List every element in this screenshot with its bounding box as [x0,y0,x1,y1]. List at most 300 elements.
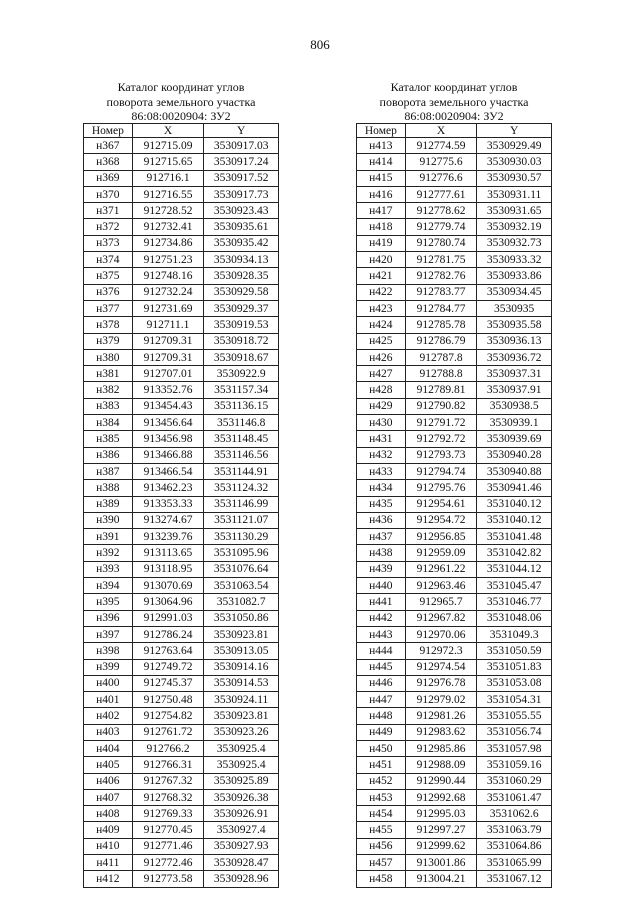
cell-y: 3531055.55 [477,708,552,724]
cell-y: 3531146.8 [204,415,279,431]
cell-number: н457 [357,855,406,871]
cell-number: н429 [357,398,406,414]
cell-y: 3531064.86 [477,838,552,854]
cell-x: 912771.46 [132,838,204,854]
cell-y: 3530931.11 [477,186,552,202]
cell-y: 3531054.31 [477,692,552,708]
table-row [357,773,552,789]
cell-y: 3531136.15 [204,398,279,414]
cell-y: 3531040.12 [477,512,552,528]
table-row [357,822,552,838]
table-row [84,561,279,577]
cell-x: 912770.45 [132,822,204,838]
cell-x: 912786.79 [405,333,477,349]
cell-x: 912954.72 [405,512,477,528]
header-x: X [405,124,477,138]
cell-x: 912776.6 [405,170,477,186]
catalog-left [83,80,279,888]
catalog-caption [83,80,279,123]
cell-number: н412 [84,871,133,887]
cell-number: н411 [84,855,133,871]
cell-number: н448 [357,708,406,724]
cell-y: 3530925.4 [204,757,279,773]
table-row [84,333,279,349]
table-row [357,398,552,414]
table-header-row [357,124,552,138]
cell-y: 3530918.72 [204,333,279,349]
catalog-right [356,80,552,888]
cell-y: 3531121.07 [204,512,279,528]
cell-number: н368 [84,154,133,170]
cell-y: 3531041.48 [477,529,552,545]
cell-number: н397 [84,626,133,642]
table-row [357,170,552,186]
header-number: Номер [84,124,133,138]
cell-number: н416 [357,186,406,202]
table-row [84,724,279,740]
catalog-caption [356,80,552,123]
table-row [84,871,279,887]
table-row [84,545,279,561]
cell-number: н386 [84,447,133,463]
cell-number: н389 [84,496,133,512]
cell-number: н414 [357,154,406,170]
cell-number: н447 [357,692,406,708]
cell-x: 912787.8 [405,349,477,365]
table-row [84,138,279,154]
table-row [84,855,279,871]
cell-x: 912709.31 [132,333,204,349]
cell-y: 3530925.89 [204,773,279,789]
cell-y: 3530933.32 [477,252,552,268]
cell-y: 3531045.47 [477,578,552,594]
cell-number: н441 [357,594,406,610]
cell-number: н410 [84,838,133,854]
cell-number: н428 [357,382,406,398]
table-row [84,773,279,789]
table-row [84,235,279,251]
cell-number: н385 [84,431,133,447]
cell-y: 3530932.19 [477,219,552,235]
cell-number: н420 [357,252,406,268]
cell-y: 3531146.99 [204,496,279,512]
cell-y: 3530930.03 [477,154,552,170]
cell-y: 3530917.03 [204,138,279,154]
table-row [357,871,552,887]
cell-x: 912715.09 [132,138,204,154]
cell-x: 912970.06 [405,626,477,642]
table-row [357,806,552,822]
table-row [84,415,279,431]
cell-number: н418 [357,219,406,235]
cell-x: 912992.68 [405,789,477,805]
cell-x: 912788.8 [405,366,477,382]
cell-x: 912792.72 [405,431,477,447]
cell-y: 3530929.37 [204,300,279,316]
cell-number: н388 [84,480,133,496]
cell-number: н387 [84,463,133,479]
table-row [357,138,552,154]
cell-x: 912707.01 [132,366,204,382]
cell-x: 912785.78 [405,317,477,333]
cell-x: 912981.26 [405,708,477,724]
cell-number: н396 [84,610,133,626]
table-row [84,594,279,610]
cell-y: 3530925.4 [204,740,279,756]
cell-y: 3530936.72 [477,349,552,365]
cell-y: 3531148.45 [204,431,279,447]
table-row [357,382,552,398]
table-row [357,626,552,642]
cell-y: 3530939.69 [477,431,552,447]
table-row [357,789,552,805]
cell-x: 912967.82 [405,610,477,626]
cell-x: 912979.02 [405,692,477,708]
caption-line-2: поворота земельного участка [379,94,529,109]
table-row [84,431,279,447]
cell-number: н370 [84,186,133,202]
cell-y: 3531095.96 [204,545,279,561]
cell-x: 912965.7 [405,594,477,610]
cell-y: 3530914.16 [204,659,279,675]
cell-number: н408 [84,806,133,822]
cell-number: н401 [84,692,133,708]
table-row [84,398,279,414]
cell-number: н409 [84,822,133,838]
table-row [84,643,279,659]
cell-number: н423 [357,300,406,316]
cell-number: н433 [357,463,406,479]
cell-number: н453 [357,789,406,805]
table-row [357,512,552,528]
cell-number: н443 [357,626,406,642]
table-row [84,349,279,365]
table-row [357,268,552,284]
cell-y: 3530933.86 [477,268,552,284]
table-row [357,724,552,740]
cell-x: 912769.33 [132,806,204,822]
cell-x: 912956.85 [405,529,477,545]
cell-y: 3531056.74 [477,724,552,740]
table-row [84,300,279,316]
cell-number: н442 [357,610,406,626]
cell-x: 913113.65 [132,545,204,561]
cell-x: 912767.32 [132,773,204,789]
caption-line-2: поворота земельного участка [106,94,256,109]
cell-number: н406 [84,773,133,789]
cell-x: 912734.86 [132,235,204,251]
header-x: X [132,124,204,138]
cell-number: н432 [357,447,406,463]
cell-y: 3531144.91 [204,463,279,479]
cell-x: 912732.24 [132,284,204,300]
table-row [357,675,552,691]
cell-number: н375 [84,268,133,284]
cell-y: 3531053.08 [477,675,552,691]
table-row [357,154,552,170]
cell-number: н369 [84,170,133,186]
table-row [84,268,279,284]
cell-x: 913274.67 [132,512,204,528]
table-row [84,382,279,398]
table-row [84,822,279,838]
cell-number: н373 [84,235,133,251]
cell-y: 3530917.24 [204,154,279,170]
table-row [357,545,552,561]
cell-y: 3530935.61 [204,219,279,235]
table-row [84,740,279,756]
cell-number: н390 [84,512,133,528]
cell-number: н372 [84,219,133,235]
table-row [84,170,279,186]
table-row [84,366,279,382]
table-row [357,659,552,675]
cell-x: 912999.62 [405,838,477,854]
cell-x: 912959.09 [405,545,477,561]
cell-number: н444 [357,643,406,659]
table-row [357,317,552,333]
table-row [84,626,279,642]
cell-number: н391 [84,529,133,545]
table-row [357,415,552,431]
cell-x: 913001.86 [405,855,477,871]
cell-x: 913454.43 [132,398,204,414]
cell-y: 3531065.99 [477,855,552,871]
cell-x: 912731.69 [132,300,204,316]
table-row [357,349,552,365]
cell-number: н439 [357,561,406,577]
cell-x: 912772.46 [132,855,204,871]
cell-y: 3530922.9 [204,366,279,382]
table-row [357,463,552,479]
cell-number: н402 [84,708,133,724]
cell-y: 3531060.29 [477,773,552,789]
table-row [84,186,279,202]
cell-number: н431 [357,431,406,447]
cell-x: 912711.1 [132,317,204,333]
cell-number: н393 [84,561,133,577]
cell-x: 912995.03 [405,806,477,822]
cell-y: 3531130.29 [204,529,279,545]
cell-x: 912961.22 [405,561,477,577]
table-row [84,447,279,463]
table-row [357,757,552,773]
cell-y: 3531076.64 [204,561,279,577]
cell-number: н405 [84,757,133,773]
cell-number: н399 [84,659,133,675]
cell-y: 3530923.26 [204,724,279,740]
cell-x: 913466.88 [132,447,204,463]
cell-x: 912778.62 [405,203,477,219]
cell-number: н437 [357,529,406,545]
cell-number: н427 [357,366,406,382]
cell-number: н403 [84,724,133,740]
caption-line-1: Каталог координат углов [117,80,245,94]
cell-x: 912763.64 [132,643,204,659]
cell-x: 912774.59 [405,138,477,154]
cell-y: 3530936.13 [477,333,552,349]
table-row [84,284,279,300]
cell-number: н445 [357,659,406,675]
cell-y: 3531044.12 [477,561,552,577]
table-row [84,708,279,724]
cell-x: 912716.55 [132,186,204,202]
table-row [84,496,279,512]
table-row [357,235,552,251]
cell-number: н394 [84,578,133,594]
cell-y: 3531046.77 [477,594,552,610]
table-row [84,317,279,333]
cell-number: н413 [357,138,406,154]
table-row [357,708,552,724]
cell-number: н458 [357,871,406,887]
table-row [84,675,279,691]
cell-x: 912974.54 [405,659,477,675]
table-row [357,219,552,235]
table-row [84,578,279,594]
cell-x: 912779.74 [405,219,477,235]
cell-x: 912728.52 [132,203,204,219]
cell-x: 913239.76 [132,529,204,545]
cell-number: н407 [84,789,133,805]
table-row [357,300,552,316]
table-row [357,431,552,447]
cell-x: 912709.31 [132,349,204,365]
cell-number: н374 [84,252,133,268]
table-row [357,366,552,382]
table-row [357,333,552,349]
cell-y: 3530924.11 [204,692,279,708]
cell-x: 913064.96 [132,594,204,610]
cell-x: 912775.6 [405,154,477,170]
cell-y: 3530923.81 [204,626,279,642]
cell-y: 3530939.1 [477,415,552,431]
cell-y: 3530928.35 [204,268,279,284]
cell-x: 912732.41 [132,219,204,235]
cell-x: 912954.61 [405,496,477,512]
table-row [357,252,552,268]
cell-y: 3530935.42 [204,235,279,251]
cell-y: 3530940.88 [477,463,552,479]
table-row [357,838,552,854]
cell-x: 912751.23 [132,252,204,268]
cell-x: 912784.77 [405,300,477,316]
cell-y: 3531042.82 [477,545,552,561]
cell-y: 3530927.93 [204,838,279,854]
cell-number: н415 [357,170,406,186]
cell-x: 912748.16 [132,268,204,284]
cell-x: 912795.76 [405,480,477,496]
cell-y: 3530923.81 [204,708,279,724]
cell-y: 3531061.47 [477,789,552,805]
table-row [84,757,279,773]
cell-y: 3530929.49 [477,138,552,154]
cell-y: 3530914.53 [204,675,279,691]
table-row [84,252,279,268]
cell-y: 3530934.45 [477,284,552,300]
cell-x: 912988.09 [405,757,477,773]
cell-number: н421 [357,268,406,284]
table-row [84,838,279,854]
cell-number: н446 [357,675,406,691]
table-row [84,692,279,708]
cell-y: 3530929.58 [204,284,279,300]
cell-y: 3530935 [477,300,552,316]
cell-x: 913118.95 [132,561,204,577]
cell-y: 3530937.31 [477,366,552,382]
table-row [357,447,552,463]
cell-y: 3531063.79 [477,822,552,838]
header-number: Номер [357,124,406,138]
caption-line-3: 86:08:0020904: ЗУ2 [404,109,504,123]
cell-number: н424 [357,317,406,333]
cell-number: н381 [84,366,133,382]
cell-number: н382 [84,382,133,398]
cell-number: н434 [357,480,406,496]
cell-number: н378 [84,317,133,333]
cell-y: 3531059.16 [477,757,552,773]
table-row [84,203,279,219]
cell-number: н450 [357,740,406,756]
cell-y: 3531062.6 [477,806,552,822]
cell-x: 913070.69 [132,578,204,594]
table-row [84,463,279,479]
cell-x: 912750.48 [132,692,204,708]
cell-y: 3530935.58 [477,317,552,333]
cell-number: н377 [84,300,133,316]
cell-x: 912773.58 [132,871,204,887]
table-row [84,480,279,496]
cell-number: н436 [357,512,406,528]
table-row [357,480,552,496]
cell-number: н395 [84,594,133,610]
cell-number: н400 [84,675,133,691]
cell-y: 3530926.91 [204,806,279,822]
cell-x: 913456.98 [132,431,204,447]
cell-x: 912768.32 [132,789,204,805]
cell-y: 3530934.13 [204,252,279,268]
cell-y: 3530919.53 [204,317,279,333]
cell-y: 3531051.83 [477,659,552,675]
cell-x: 913466.54 [132,463,204,479]
page-number: 806 [310,37,330,52]
table-row [357,643,552,659]
cell-number: н456 [357,838,406,854]
table-header-row [84,124,279,138]
cell-y: 3530918.67 [204,349,279,365]
cell-y: 3531050.59 [477,643,552,659]
table-row [84,659,279,675]
table-row [357,529,552,545]
cell-number: н425 [357,333,406,349]
caption-line-3: 86:08:0020904: ЗУ2 [131,109,231,123]
cell-number: н383 [84,398,133,414]
cell-number: н455 [357,822,406,838]
table-row [357,610,552,626]
header-y: Y [477,124,552,138]
cell-x: 912976.78 [405,675,477,691]
cell-x: 912997.27 [405,822,477,838]
cell-y: 3531067.12 [477,871,552,887]
cell-number: н392 [84,545,133,561]
cell-number: н430 [357,415,406,431]
cell-x: 912789.81 [405,382,477,398]
cell-number: н417 [357,203,406,219]
table-body [84,138,279,888]
cell-x: 912983.62 [405,724,477,740]
cell-x: 912963.46 [405,578,477,594]
cell-y: 3530917.52 [204,170,279,186]
